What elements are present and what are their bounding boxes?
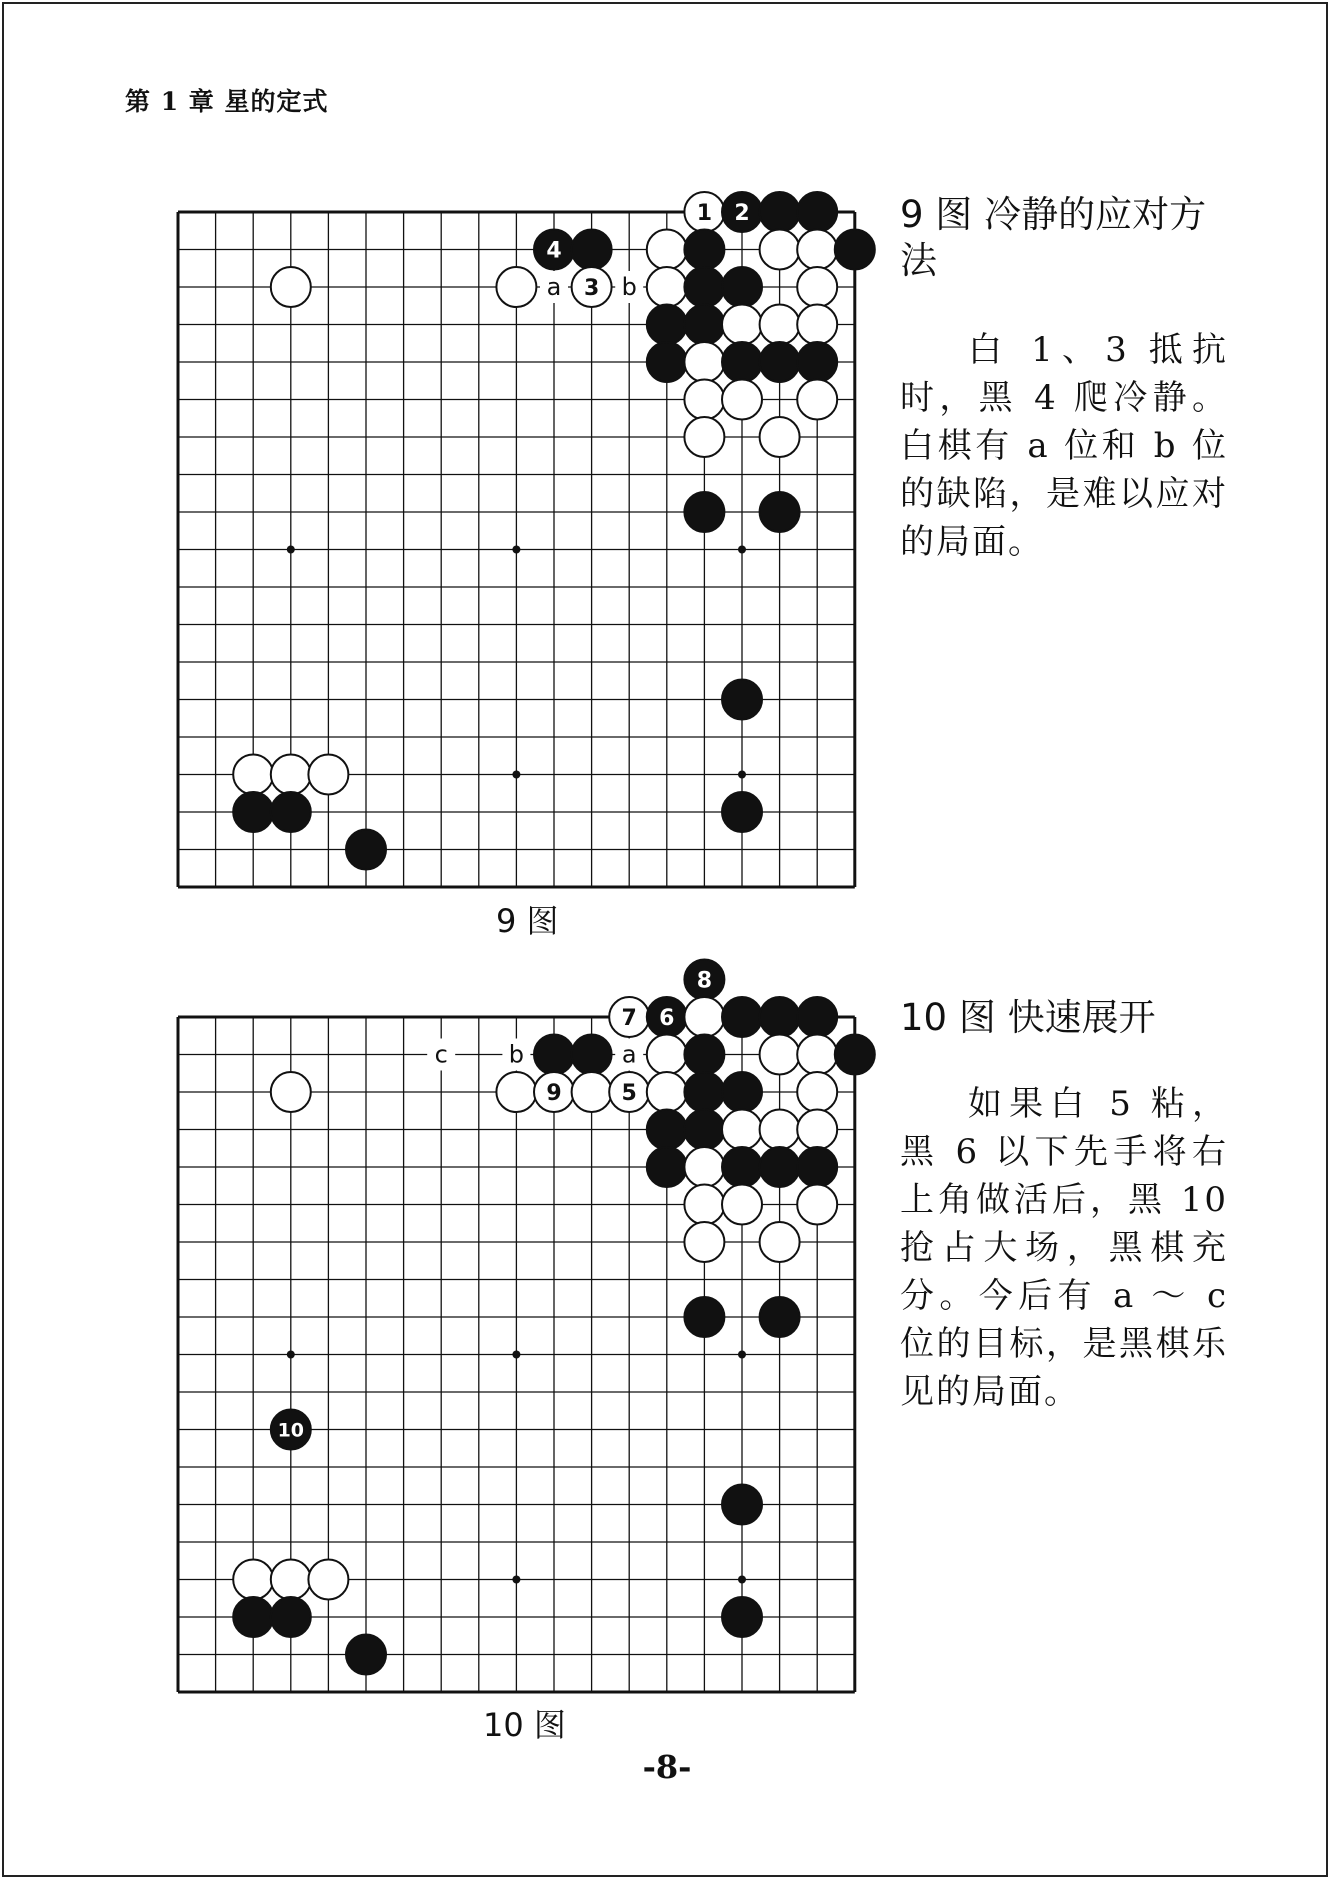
star-point: [738, 1351, 746, 1359]
black-stone: [760, 1297, 800, 1337]
white-stone: [647, 1035, 687, 1075]
black-stone: [760, 342, 800, 382]
white-stone: [308, 755, 348, 795]
white-stone: [684, 342, 724, 382]
stone-move-number: 9: [546, 1081, 562, 1106]
board-letter-label: a: [621, 1040, 637, 1069]
star-point: [512, 771, 520, 779]
white-stone: [496, 267, 536, 307]
white-stone: [233, 1560, 273, 1600]
white-stone: [684, 417, 724, 457]
white-stone: [797, 1110, 837, 1150]
stone-move-number: 2: [734, 201, 750, 226]
stone-move-number: 4: [546, 238, 562, 264]
stone-move-number: 7: [621, 1006, 637, 1031]
black-stone: [797, 997, 837, 1037]
white-stone: [496, 1072, 536, 1112]
go-board: [175, 968, 865, 1668]
star-point: [287, 1351, 295, 1359]
white-stone: [760, 305, 800, 345]
white-stone: [797, 230, 837, 270]
white-stone: [684, 1147, 724, 1187]
black-stone: [271, 792, 311, 832]
white-stone: [271, 1560, 311, 1600]
white-stone: [722, 1185, 762, 1225]
black-stone: [722, 1147, 762, 1187]
black-stone: [346, 830, 386, 870]
figure-caption-body: 如果白 5 粘，黑 6 以下先手将右上角做活后，黑 10 抢占大场，黑棋充分。今后有 a ～ c 位的目标，是黑棋乐见的局面。: [900, 1084, 1228, 1412]
stone-move-number: 1: [696, 201, 713, 226]
black-stone: [722, 680, 762, 720]
stone-move-number: 5: [621, 1081, 637, 1106]
white-stone: [647, 230, 687, 270]
white-stone: [760, 417, 800, 457]
black-stone: [760, 192, 800, 232]
black-stone: [835, 1035, 875, 1075]
white-stone: [722, 305, 762, 345]
black-stone: [647, 1147, 687, 1187]
black-stone: [760, 997, 800, 1037]
go-board: [175, 188, 865, 863]
board-letter-label: a: [546, 273, 562, 301]
star-point: [512, 546, 520, 554]
black-stone: [722, 1597, 762, 1637]
white-stone: [722, 1110, 762, 1150]
white-stone: [271, 755, 311, 795]
white-stone: [233, 755, 273, 795]
black-stone: [797, 1147, 837, 1187]
black-stone: [722, 792, 762, 832]
black-stone: [760, 1147, 800, 1187]
white-stone: [797, 380, 837, 420]
black-stone: [722, 267, 762, 307]
white-stone: [684, 997, 724, 1037]
stone-move-number: 10: [277, 1419, 305, 1442]
star-point: [738, 1576, 746, 1584]
chapter-header: 第 1 章 星的定式: [125, 87, 329, 116]
star-point: [287, 546, 295, 554]
black-stone: [684, 1297, 724, 1337]
white-stone: [797, 1185, 837, 1225]
black-stone: [684, 1035, 724, 1075]
stone-move-number: 8: [696, 968, 713, 994]
white-stone: [647, 1072, 687, 1112]
star-point: [738, 546, 746, 554]
white-stone: [572, 1072, 612, 1112]
white-stone: [684, 380, 724, 420]
black-stone: [835, 230, 875, 270]
stone-move-number: 3: [583, 276, 600, 301]
star-point: [738, 771, 746, 779]
black-stone: [271, 1597, 311, 1637]
black-stone: [647, 1110, 687, 1150]
figure-label: 9 图: [496, 902, 559, 940]
figure-caption-title: 9 图 冷静的应对方法: [900, 193, 1207, 282]
black-stone: [684, 305, 724, 345]
board-letter-label: b: [508, 1040, 525, 1069]
black-stone: [572, 230, 612, 270]
black-stone: [760, 492, 800, 532]
board-letter-label: b: [621, 273, 637, 301]
white-stone: [797, 305, 837, 345]
black-stone: [722, 1072, 762, 1112]
black-stone: [572, 1035, 612, 1075]
board-letter-label: c: [434, 1040, 448, 1069]
black-stone: [647, 342, 687, 382]
white-stone: [271, 267, 311, 307]
white-stone: [760, 1222, 800, 1262]
white-stone: [271, 1072, 311, 1112]
figure-caption-title: 10 图 快速展开: [900, 996, 1156, 1039]
white-stone: [308, 1560, 348, 1600]
white-stone: [647, 267, 687, 307]
black-stone: [534, 1035, 574, 1075]
page-number: -8-: [642, 1748, 692, 1786]
stone-move-number: 6: [659, 1006, 675, 1031]
white-stone: [684, 1185, 724, 1225]
black-stone: [722, 1485, 762, 1525]
figure-caption-body: 白 1、3 抵抗时，黑 4 爬冷静。白棋有 a 位和 b 位的缺陷，是难以应对的局面。: [900, 330, 1228, 562]
white-stone: [722, 380, 762, 420]
black-stone: [233, 792, 273, 832]
white-stone: [760, 1110, 800, 1150]
black-stone: [346, 1635, 386, 1675]
black-stone: [233, 1597, 273, 1637]
black-stone: [647, 305, 687, 345]
black-stone: [797, 342, 837, 382]
figure-label: 10 图: [483, 1706, 566, 1744]
white-stone: [797, 1035, 837, 1075]
white-stone: [760, 230, 800, 270]
black-stone: [684, 267, 724, 307]
white-stone: [797, 1072, 837, 1112]
black-stone: [722, 342, 762, 382]
white-stone: [797, 267, 837, 307]
star-point: [512, 1576, 520, 1584]
black-stone: [684, 1072, 724, 1112]
black-stone: [684, 492, 724, 532]
black-stone: [797, 192, 837, 232]
black-stone: [722, 997, 762, 1037]
star-point: [512, 1351, 520, 1359]
white-stone: [684, 1222, 724, 1262]
black-stone: [684, 1110, 724, 1150]
black-stone: [684, 230, 724, 270]
white-stone: [760, 1035, 800, 1075]
